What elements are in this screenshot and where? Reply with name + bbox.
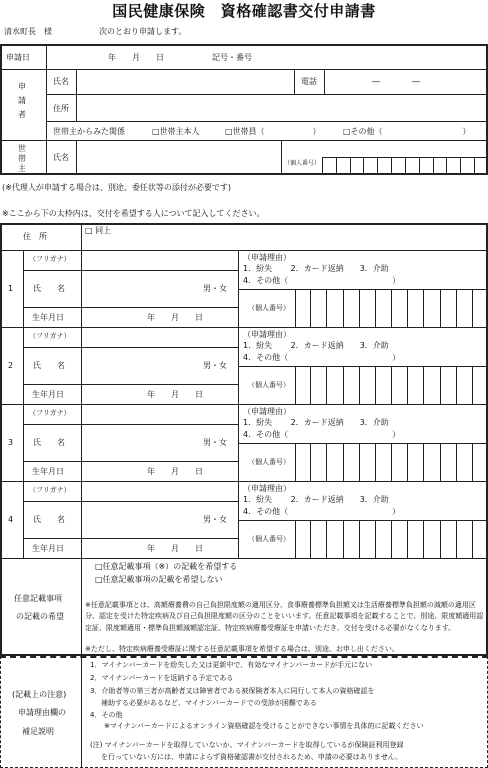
applicant-name-field[interactable] <box>80 71 290 91</box>
optional-wish-checkbox[interactable]: □任意記載事項（※）の記載を希望する <box>95 562 238 571</box>
person-number: 2 <box>8 361 14 370</box>
personal-no-boxes[interactable] <box>295 366 488 404</box>
supplement-item-4-note: ※マイナンバーカードによるオンライン資格確認を受けることができない事情を具体的に記載ください <box>104 722 424 730</box>
apply-date-field[interactable]: 年 月 日 <box>108 53 164 62</box>
relation-member-checkbox[interactable]: □世帯員（ ） <box>225 127 321 136</box>
householder-personal-no-label: （個人番号） <box>284 160 321 167</box>
recipient-frame <box>0 223 488 656</box>
name-field[interactable] <box>84 504 194 534</box>
proxy-note: (※代理人が申請する場合は、別途、委任状等の添付が必要です) <box>2 183 231 192</box>
gender-select[interactable]: 男・女 <box>203 438 227 447</box>
name-label: 氏 名 <box>33 361 65 370</box>
dob-field[interactable]: 年 月 日 <box>147 544 203 553</box>
dob-label: 生年月日 <box>32 544 64 553</box>
name-label: 氏 名 <box>33 284 65 293</box>
optional-note: ※ただし、特定疾病療養受療証に関する任意記載事項を希望する場合は、別途、お申し出ください。 <box>85 645 399 653</box>
furigana-field[interactable] <box>84 252 234 268</box>
furigana-label: （フリガナ） <box>29 486 71 494</box>
code-number-field[interactable] <box>262 53 484 65</box>
code-number-label: 記号・番号 <box>212 53 252 62</box>
person-number: 1 <box>8 284 14 293</box>
name-field[interactable] <box>84 273 194 303</box>
applicant-label: 申請者 <box>18 82 26 119</box>
supplement-item-1: 1．マイナンバーカードを紛失した又は更新中で、有効なマイナンバーカードが手元にない <box>90 661 373 669</box>
residence-label: 住 所 <box>23 232 47 241</box>
reason-other-field[interactable]: 4．その他（ ） <box>243 430 401 439</box>
furigana-field[interactable] <box>84 406 234 422</box>
personal-no-boxes[interactable] <box>295 443 488 481</box>
page-title: 国民健康保険 資格確認書交付申請書 <box>112 2 376 20</box>
supplement-footnote-1: (注) マイナンバーカードを取得していないか、マイナンバーカードを取得しているが保険証利用登録 <box>90 741 404 749</box>
dob-label: 生年月日 <box>32 313 64 322</box>
reason-title: （申請理由） <box>243 253 291 262</box>
person-number: 3 <box>8 438 14 447</box>
supplement-item-3a: 3．介助者等の第三者が高齢者又は障害者である被保険者本人に同行して本人の資格確認を <box>90 687 375 695</box>
householder-name-label: 氏名 <box>53 153 69 162</box>
phone-field[interactable]: ― ― <box>372 77 420 86</box>
supplement-box <box>0 656 488 768</box>
householder-name-field[interactable] <box>80 143 278 172</box>
personal-no-label: （個人番号） <box>248 304 290 312</box>
personal-no-label: （個人番号） <box>248 458 290 466</box>
dob-field[interactable]: 年 月 日 <box>147 313 203 322</box>
gender-select[interactable]: 男・女 <box>203 361 227 370</box>
furigana-field[interactable] <box>84 329 234 345</box>
supplement-footnote-2: を行っていない方には、申請によらず資格確認書が交付されるため、申請の必要はありません。 <box>101 753 403 761</box>
furigana-label: （フリガナ） <box>29 255 71 263</box>
instruction-note: ※ここから下の太枠内は、交付を希望する人について記入してください。 <box>2 209 265 218</box>
householder-personal-no-boxes[interactable] <box>322 157 488 175</box>
name-label: 氏 名 <box>33 438 65 447</box>
supplement-item-2: 2．マイナンバーカードを返納する予定である <box>90 674 234 682</box>
lead-text: 次のとおり申請します。 <box>99 27 187 36</box>
reason-title: （申請理由） <box>243 484 291 493</box>
reason-options[interactable]: 1．紛失 2．カード返納 3．介助 <box>243 341 389 350</box>
supplement-item-4: 4．その他 <box>90 711 123 719</box>
name-field[interactable] <box>84 427 194 457</box>
reason-title: （申請理由） <box>243 330 291 339</box>
gender-select[interactable]: 男・女 <box>203 284 227 293</box>
reason-options[interactable]: 1．紛失 2．カード返納 3．介助 <box>243 418 389 427</box>
address-label: 住所 <box>53 104 69 113</box>
supplement-label-1: (記載上の注意) <box>12 690 67 699</box>
addressee: 清水町長 様 <box>4 27 52 36</box>
optional-label-1: 任意記載事項 <box>14 594 62 603</box>
dob-label: 生年月日 <box>32 467 64 476</box>
personal-no-boxes[interactable] <box>295 289 488 327</box>
furigana-label: （フリガナ） <box>29 409 71 417</box>
reason-options[interactable]: 1．紛失 2．カード返納 3．介助 <box>243 264 389 273</box>
optional-no-wish-checkbox[interactable]: □任意記載事項の記載を希望しない <box>95 575 223 584</box>
furigana-field[interactable] <box>84 483 234 499</box>
personal-no-boxes[interactable] <box>295 520 488 558</box>
name-field[interactable] <box>84 350 194 380</box>
person-number: 4 <box>8 515 14 524</box>
applicant-name-label: 氏名 <box>53 77 69 86</box>
relation-self-checkbox[interactable]: □世帯主本人 <box>152 127 200 136</box>
optional-label-2: の記載の希望 <box>16 612 64 621</box>
optional-description: ※任意記載事項とは、高額療養費の自己負担限度額の適用区分、食事療養標準負担額又は生活療養標準負担額の減額の適用区分、認定を受けた特定疾病及び自己負担限度額の区分のことをいいます。任意記載事項を記載することで、別途、限度額適用認定証、限度額適用・標準負担額減額認定証、特定疾病療養受療証を申請いただき、交付を受ける必要がなくなります。 <box>85 601 484 632</box>
reason-title: （申請理由） <box>243 407 291 416</box>
dob-field[interactable]: 年 月 日 <box>147 390 203 399</box>
phone-label: 電話 <box>301 77 317 86</box>
personal-no-label: （個人番号） <box>248 535 290 543</box>
gender-select[interactable]: 男・女 <box>203 515 227 524</box>
reason-other-field[interactable]: 4．その他（ ） <box>243 507 401 516</box>
address-field[interactable] <box>80 97 484 118</box>
supplement-label-2: 申請理由欄の <box>18 708 66 717</box>
furigana-label: （フリガナ） <box>29 332 71 340</box>
dob-label: 生年月日 <box>32 390 64 399</box>
relation-label: 世帯主からみた関係 <box>53 127 125 136</box>
supplement-item-3b: 補助する必要があるなど、マイナンバーカードでの受診が困難である <box>101 699 317 707</box>
relation-other-checkbox[interactable]: □その他（ ） <box>343 127 471 136</box>
householder-label: 世帯主 <box>18 144 26 173</box>
personal-no-label: （個人番号） <box>248 381 290 389</box>
reason-options[interactable]: 1．紛失 2．カード返納 3．介助 <box>243 495 389 504</box>
residence-same-checkbox[interactable]: □ 同上 <box>85 226 112 235</box>
dob-field[interactable]: 年 月 日 <box>147 467 203 476</box>
reason-other-field[interactable]: 4．その他（ ） <box>243 353 401 362</box>
apply-date-label: 申請日 <box>6 53 30 62</box>
supplement-label-3: 補足説明 <box>22 727 54 736</box>
reason-other-field[interactable]: 4．その他（ ） <box>243 276 401 285</box>
name-label: 氏 名 <box>33 515 65 524</box>
